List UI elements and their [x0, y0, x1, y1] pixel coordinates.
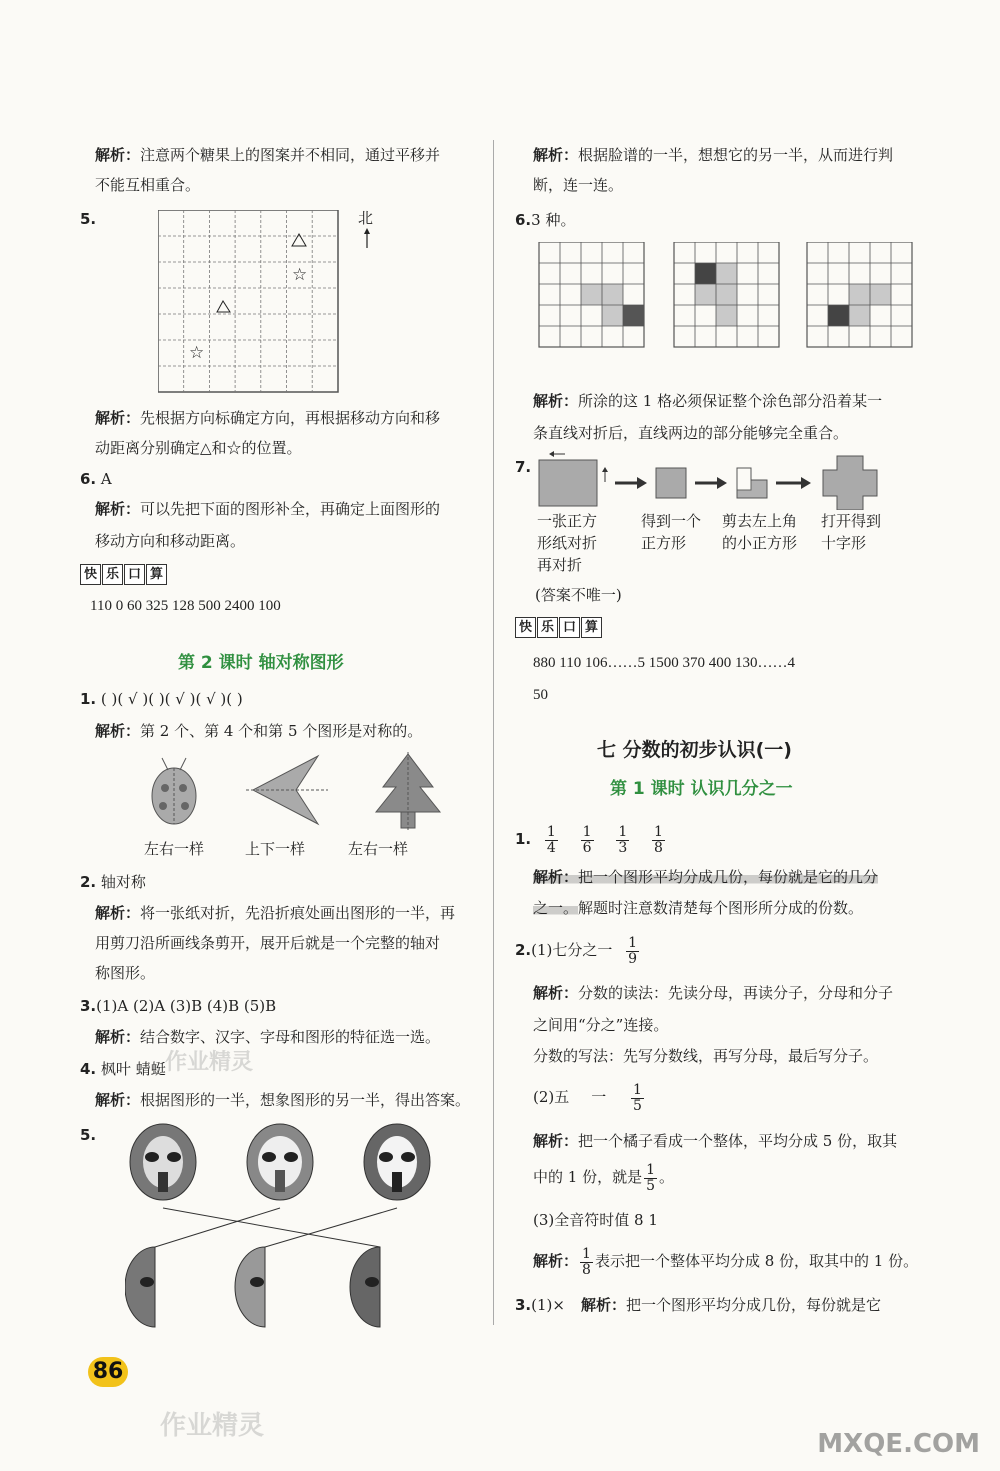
fraction-1-4: $\frac{1}{4}$	[546, 823, 556, 856]
shape-caption-3: 左右一样	[348, 840, 409, 858]
q3-jiexi: 解析：结合数字、汉字、字母和图形的特征选一选。	[95, 1028, 441, 1046]
q1-jiexi-right-line1: 解析：把一个图形平均分成几份，每份就是它的几分	[533, 868, 879, 886]
fraction-1-8: $\frac{1}{8}$	[654, 823, 663, 856]
section-title-lesson2: 第 2 课时 轴对称图形	[178, 653, 344, 673]
q2-part1: 2.(1)七分之一 $\frac{1}{9}$	[515, 934, 638, 967]
q7-caption-2: 得到一个 正方形	[641, 512, 702, 552]
section-title-lesson1: 第 1 课时 认识几分之一	[610, 779, 793, 799]
q6-jiexi-line2: 移动方向和移动距离。	[95, 532, 246, 550]
q2-jiexi3: 解析： $\frac{1}{8}$ 表示把一个整体平均分成 8 份，取其中的 1 份。	[533, 1245, 919, 1278]
q1-fractions: 1. $\frac{1}{4}$ $\frac{1}{6}$ $\frac{1}{3}$ $\frac{1}{8}$	[515, 823, 663, 856]
mask-jiexi-line1: 解析：根据脸谱的一半，想想它的另一半，从而进行判	[533, 146, 894, 164]
q1-answer: 1. ( )( √ )( )( √ )( √ )( )	[80, 690, 243, 708]
q5-number: 5.	[80, 210, 97, 228]
q7-caption-3: 剪去左上角 的小正方形	[722, 512, 798, 552]
shaded-grid-3	[807, 242, 912, 347]
shape-caption-2: 上下一样	[245, 840, 306, 858]
ladybug-shape	[152, 758, 196, 824]
q7-folding-steps	[535, 450, 905, 510]
q7-note: (答案不唯一)	[535, 586, 622, 604]
mask-full-1	[130, 1124, 196, 1200]
q5-grid	[158, 210, 348, 396]
north-arrow-icon	[362, 228, 372, 248]
paper-square	[539, 460, 597, 506]
q6-answer-right: 6.3 种。	[515, 211, 576, 229]
q2-jiexi-line1: 解析：将一张纸对折，先沿折痕处画出图形的一半，再	[95, 904, 456, 922]
star-marker-bottom: ☆	[189, 343, 205, 363]
fraction-1-5-inline: $\frac{1}{5}$	[646, 1161, 656, 1194]
chapter-title: 七 分数的初步认识(一)	[597, 739, 792, 761]
q2-jiexi-line3: 称图形。	[95, 964, 156, 982]
q2-jiexi2-line1: 解析：把一个橘子看成一个整体，平均分成 5 份，取其	[533, 1132, 898, 1150]
q4-jiexi: 解析：根据图形的一半，想象图形的另一半，得出答案。	[95, 1091, 471, 1109]
cross-shape	[823, 456, 877, 510]
shape-caption-1: 左右一样	[144, 840, 205, 858]
triangle-marker-middle	[217, 301, 230, 312]
kuaile-kousuan-badge: 快 乐 口 算	[80, 564, 167, 585]
arrow-icon-2	[717, 477, 727, 489]
q6-jiexi-line1-right: 解析：所涂的这 1 格必须保证整个涂色部分沿着某一	[533, 392, 883, 410]
q2-jiexi1-line3: 分数的写法：先写分数线，再写分母，最后写分子。	[533, 1047, 879, 1065]
kuaile-answers: 110 0 60 325 128 500 2400 100	[90, 598, 281, 614]
kuaile-answers-right-1: 880 110 106……5 1500 370 400 130……4	[533, 655, 795, 671]
q2-part2: (2)五 一 $\frac{1}{5}$	[533, 1081, 642, 1114]
q2-part3: (3)全音符时值 8 1	[533, 1211, 658, 1229]
mask-half-3	[350, 1247, 380, 1327]
watermark-1: 作业精灵	[165, 1050, 254, 1075]
tree-shape	[376, 752, 440, 830]
q2-jiexi-line2: 用剪刀沿所画线条剪开，展开后就是一个完整的轴对	[95, 934, 441, 952]
q5-jiexi-line2: 动距离分别确定△和☆的位置。	[95, 439, 302, 457]
column-divider	[493, 140, 494, 1325]
arrow-icon	[637, 477, 647, 489]
paper-plane-shape	[246, 756, 328, 824]
opera-mask-matching	[125, 1122, 470, 1362]
watermark-2: 作业精灵	[160, 1411, 265, 1441]
q1-jiexi: 解析：第 2 个、第 4 个和第 5 个图形是对称的。	[95, 722, 423, 740]
q5-jiexi-line1: 解析：先根据方向标确定方向，再根据移动方向和移	[95, 409, 441, 427]
q6-jiexi-line2-right: 条直线对折后，直线两边的部分能够完全重合。	[533, 424, 849, 442]
q4-answer: 4. 枫叶 蜻蜓	[80, 1060, 166, 1078]
star-marker-top: ☆	[292, 265, 308, 285]
q3-right: 3.(1)× 解析：把一个图形平均分成几份，每份就是它	[515, 1296, 881, 1314]
symmetry-shapes	[148, 752, 478, 832]
q7-caption-1: 一张正方 形纸对折 再对折	[537, 512, 598, 574]
q2-answer: 2. 轴对称	[80, 873, 146, 891]
q2-jiexi2-line2: 中的 1 份，就是 $\frac{1}{5}$ 。	[533, 1161, 675, 1194]
mask-full-3	[364, 1124, 430, 1200]
p1-jiexi-line2: 不能互相重合。	[95, 176, 201, 194]
q6-jiexi-line1: 解析：可以先把下面的图形补全，再确定上面图形的	[95, 500, 441, 518]
q7-caption-4: 打开得到 十字形	[821, 512, 882, 552]
footer-site: MXQE.COM	[817, 1429, 980, 1459]
fraction-1-9: $\frac{1}{9}$	[628, 934, 638, 967]
q6-answer: 6. A	[80, 470, 112, 488]
kuaile-kousuan-badge-right: 快 乐 口 算	[515, 617, 602, 638]
arrow-icon-3	[801, 477, 811, 489]
q1-jiexi-right-line2: 之一。解题时注意数清楚每个图形所分成的份数。	[533, 899, 864, 917]
north-label: 北	[358, 209, 374, 227]
q7-number: 7.	[515, 458, 532, 476]
shaded-grid-2	[674, 242, 779, 347]
fraction-1-8-inline: $\frac{1}{8}$	[582, 1245, 591, 1278]
p1-jiexi-line1: 解析：注意两个糖果上的图案并不相同，通过平移并	[95, 146, 441, 164]
shaded-grid-1	[539, 242, 644, 347]
q2-jiexi1-line1: 解析：分数的读法：先读分母，再读分子，分母和分子	[533, 984, 894, 1002]
mask-half-1	[125, 1247, 155, 1327]
mask-half-2	[235, 1247, 265, 1327]
q2-jiexi1-line2: 之间用“分之”连接。	[533, 1016, 669, 1034]
fraction-1-5: $\frac{1}{5}$	[633, 1081, 642, 1114]
fraction-1-3: $\frac{1}{3}$	[618, 823, 628, 856]
q5b-number: 5.	[80, 1126, 97, 1144]
q3-answer: 3.(1)A (2)A (3)B (4)B (5)B	[80, 997, 277, 1015]
q6-shaded-grids	[533, 242, 923, 352]
page-number: 86	[88, 1357, 128, 1387]
fraction-1-6: $\frac{1}{6}$	[582, 823, 592, 856]
cut-square	[737, 480, 767, 498]
kuaile-answers-right-2: 50	[533, 687, 548, 703]
mask-full-2	[247, 1124, 313, 1200]
mask-jiexi-line2: 断，连一连。	[533, 176, 624, 194]
folded-square	[656, 468, 686, 498]
